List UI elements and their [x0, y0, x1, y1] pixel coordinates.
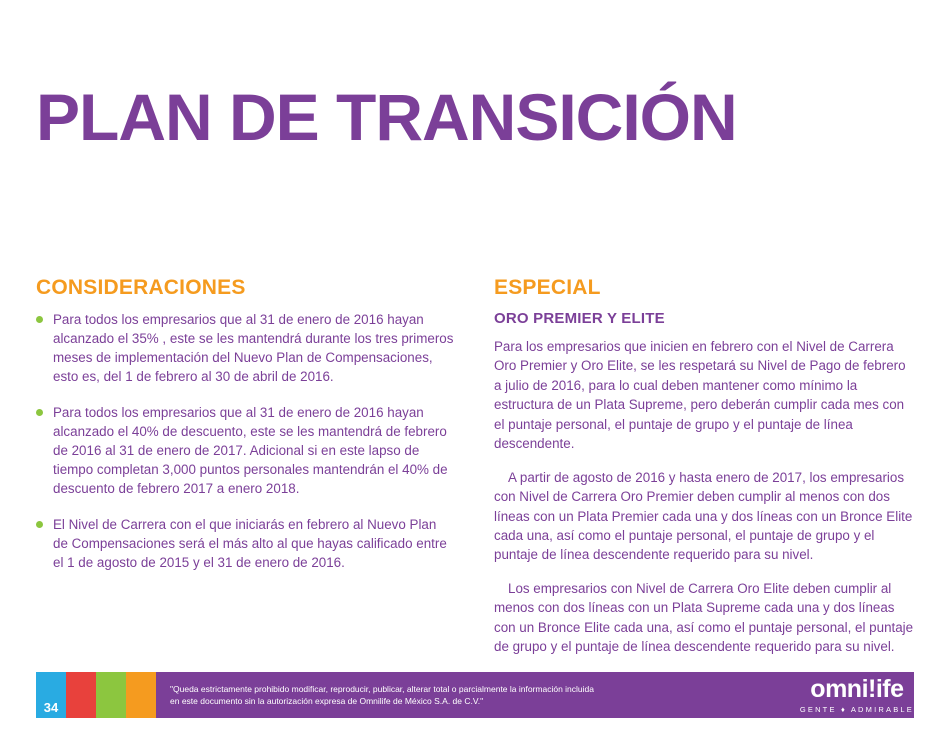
color-swatch-green — [96, 672, 126, 718]
footer-bar — [36, 672, 914, 718]
color-swatch-orange — [126, 672, 156, 718]
disclaimer-line-2: en este documento sin la autorización expresa de Omnilife de México S.A. de C.V." — [170, 696, 484, 706]
disclaimer-line-1: "Queda estrictamente prohibido modificar, reproducir, publicar, alterar total o parcialmente la información incluida — [170, 683, 594, 694]
consideraciones-list — [36, 310, 454, 572]
especial-column — [494, 276, 914, 671]
color-swatch-red — [66, 672, 96, 718]
consideraciones-heading: CONSIDERACIONES — [36, 276, 246, 299]
page-title: PLAN DE TRANSICIÓN — [36, 80, 737, 154]
list-item: Para todos los empresarios que al 31 de enero de 2016 hayan alcanzado el 35% , este se les mantendrá durante los tres primeros meses de implementación del Nuevo Plan de Compensaciones, esto es, del 1 de febrero al 30 de abril de 2016. — [36, 310, 454, 386]
consideraciones-column — [36, 276, 454, 671]
especial-paragraph: A partir de agosto de 2016 y hasta enero de 2017, los empresarios con Nivel de Carrera Oro Premier deben cumplir al menos con dos líneas con un Plata Premier cada una y dos líneas con un Bronce Elite cada una, así como el puntaje personal, el puntaje de grupo y el puntaje de línea descendente requerido para su nivel. — [494, 469, 913, 563]
page-number: 34 — [43, 700, 59, 715]
slide-footer — [0, 660, 950, 733]
especial-subheading: ORO PREMIER Y ELITE — [494, 310, 665, 327]
especial-paragraph: Para los empresarios que inicien en febrero con el Nivel de Carrera Oro Premier y Oro Elite, se les respetará su Nivel de Pago de febrero a julio de 2016, para lo cual deben mantener como mínimo la estructura de un Plata Supreme, pero deberán cumplir cada mes con el puntaje personal, el puntaje de grupo y el puntaje de línea descendente. — [494, 339, 906, 452]
logo-wordmark: omni!ife — [810, 674, 904, 703]
list-item: Para todos los empresarios que al 31 de enero de 2016 hayan alcanzado el 40% de descuento, este se les mantendrá de febrero de 2016 al 31 de enero de 2017. Adicional si en este lapso de tiempo completan 3,000 puntos personales mantendrán el 40% de descuento de febrero 2017 a enero 2018. — [36, 403, 454, 498]
content-columns — [36, 276, 916, 671]
especial-paragraph: Los empresarios con Nivel de Carrera Oro Elite deben cumplir al menos con dos líneas con un Plata Supreme cada una y dos líneas con un Bronce Elite cada una, así como el puntaje personal, el puntaje de grupo y el puntaje de línea descendente requerido para su nivel. — [494, 580, 914, 655]
list-item: El Nivel de Carrera con el que iniciarás en febrero al Nuevo Plan de Compensaciones será el más alto al que hayas calificado entre el 1 de agosto de 2015 y el 31 de enero de 2016. — [36, 515, 454, 572]
especial-heading: ESPECIAL — [494, 276, 601, 299]
omnilife-logo — [800, 672, 914, 718]
logo-tagline: GENTE ♦ ADMIRABLE — [799, 704, 914, 714]
